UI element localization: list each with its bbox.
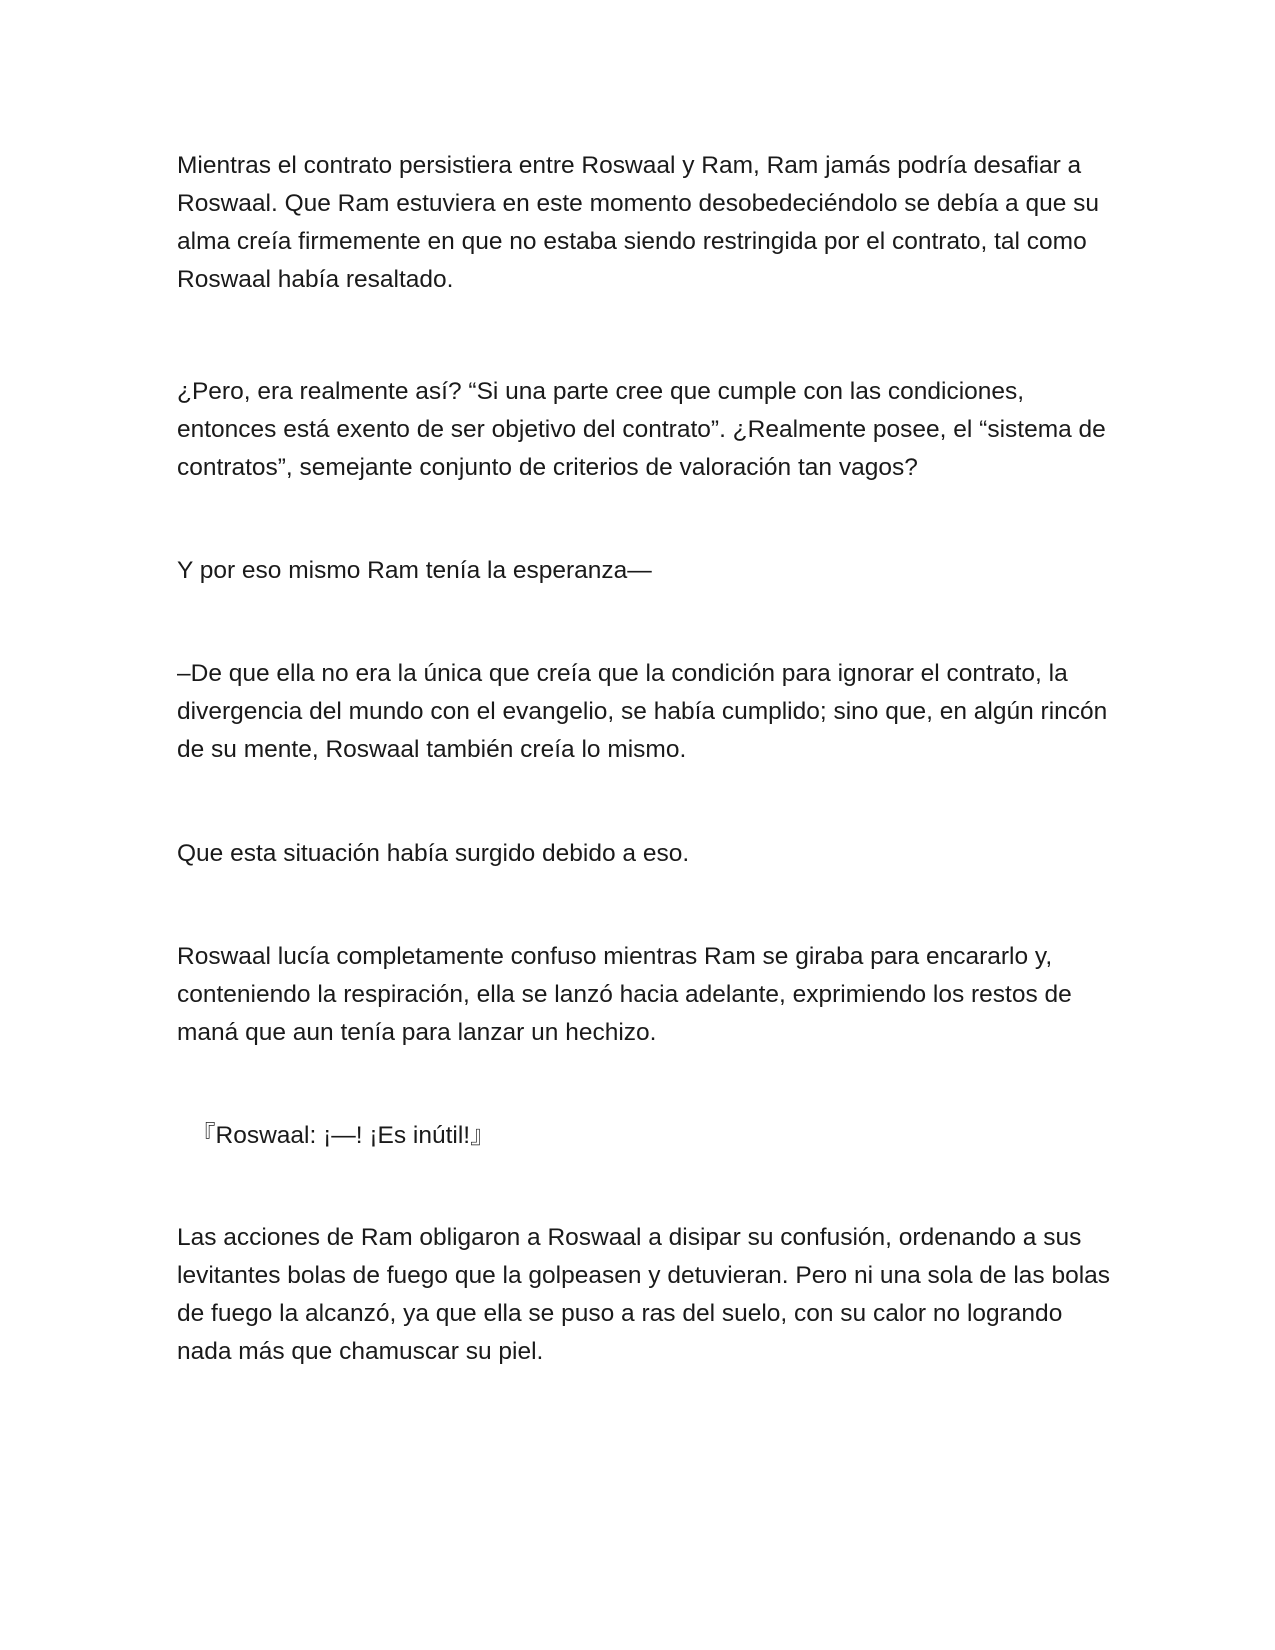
paragraph-hope: Y por eso mismo Ram tenía la esperanza— — [177, 557, 652, 584]
paragraph-belief: –De que ella no era la única que creía que la condición para ignorar el contrato, la divergencia del mundo con el evangelio, se había cumplido; sino que, en algún rincón de su mente, Roswaal también creía lo mismo. — [177, 660, 1108, 763]
paragraph-question: ¿Pero, era realmente así? “Si una parte cree que cumple con las condiciones, entonces está exento de ser objetivo del contrato”. ¿Realmente posee, el “sistema de contratos”, semejante conjunto de criterios de valoración tan vagos? — [177, 378, 1106, 481]
paragraph-contract: Mientras el contrato persistiera entre Roswaal y Ram, Ram jamás podría desafiar a Roswaal. Que Ram estuviera en este momento desobedeciéndolo se debía a que su alma creía firmemente en que no estaba siendo restringida por el contrato, tal como Roswaal había resaltado. — [177, 152, 1100, 293]
dialogue-line: 『Roswaal: ¡—! ¡Es inútil!』 — [191, 1122, 495, 1149]
text-body — [177, 147, 1117, 1371]
paragraph-fireballs: Las acciones de Ram obligaron a Roswaal a disipar su confusión, ordenando a sus levitantes bolas de fuego que la golpeasen y detuvieran. Pero ni una sola de las bolas de fuego la alcanzó, ya que ella se puso a ras del suelo, con su calor no logrando nada más que chamuscar su piel. — [177, 1224, 1111, 1365]
paragraph-situation: Que esta situación había surgido debido a eso. — [177, 840, 690, 867]
paragraph-confusion: Roswaal lucía completamente confuso mientras Ram se giraba para encararlo y, conteniendo la respiración, ella se lanzó hacia adelante, exprimiendo los restos de maná que aun tenía para lanzar un hechizo. — [177, 943, 1072, 1046]
